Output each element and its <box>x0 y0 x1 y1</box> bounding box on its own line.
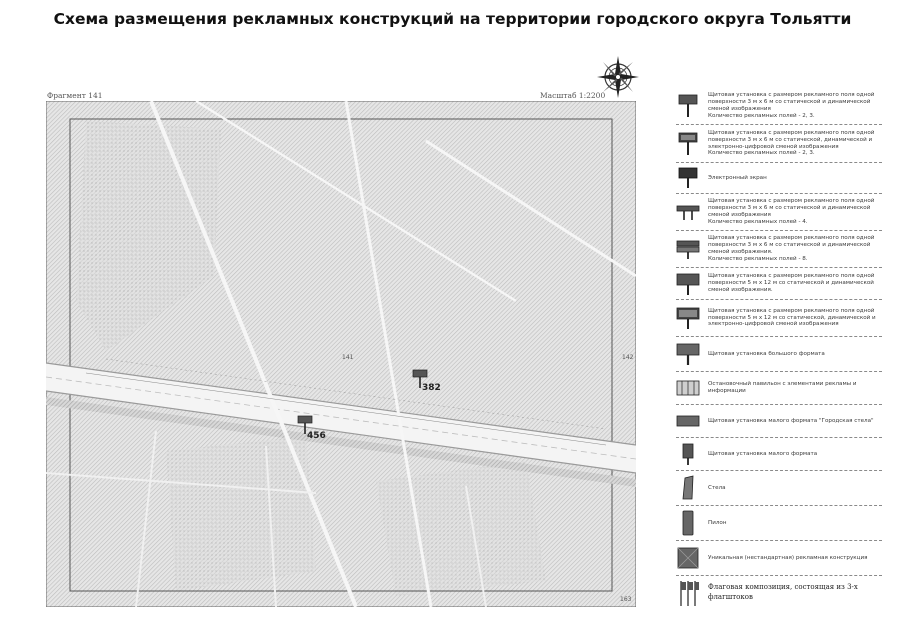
legend-item <box>676 372 882 405</box>
legend-item <box>676 163 882 194</box>
flag-composition-icon <box>676 579 700 607</box>
legend-text: Щитовая установка с размером рекламного поля одной поверхности 3 м х 6 м со статической и динамической сменой изображения Количество рекламных полей - 2, 3. <box>708 92 875 119</box>
legend-item <box>676 576 882 610</box>
small-format-billboard-icon <box>676 442 700 466</box>
legend-text: Щитовая установка большого формата <box>708 350 825 357</box>
legend-text: Щитовая установка с размером рекламного поля одной поверхности 5 м х 12 м со статической, динамической и электронно-цифровой сменой изображения <box>708 307 876 328</box>
legend-text: Стела <box>708 484 726 491</box>
legend-item <box>676 471 882 506</box>
billboard-3x6-electronic-icon <box>676 131 700 157</box>
legend-text: Щитовая установка с размером рекламного поля одной поверхности 5 м х 12 м со статической и динамической сменой изображения. <box>708 273 875 293</box>
city-wall-icon <box>676 414 700 428</box>
legend-text: Флаговая композиция, состоящая из 3-х флагштоков <box>708 583 858 601</box>
bus-stop-pavilion-icon <box>676 379 700 397</box>
legend-item <box>676 300 882 337</box>
legend-item <box>676 506 882 541</box>
electronic-screen-icon <box>676 166 700 190</box>
legend <box>676 88 882 610</box>
legend-text: Щитовая установка с размером рекламного поля одной поверхности 3 м х 6 м со статической и динамической сменой изображения. Количество рекламных полей - 8. <box>708 235 875 262</box>
marker-number: 456 <box>307 431 326 441</box>
legend-item <box>676 231 882 268</box>
legend-item <box>676 438 882 471</box>
billboard-3x6-static-dynamic-icon <box>676 93 700 119</box>
block-area <box>376 461 546 596</box>
billboard-3x6-eight-fields-icon <box>676 238 700 260</box>
legend-item <box>676 125 882 163</box>
page-title: Схема размещения рекламных конструкций на территории городского округа Тольятти <box>53 10 852 28</box>
legend-text: Остановочный павильон с элементами рекламы и информации <box>708 381 857 394</box>
sheet-number: 163 <box>620 596 632 603</box>
stele-icon <box>676 475 700 501</box>
legend-text: Электронный экран <box>708 174 767 181</box>
unique-construction-icon <box>676 546 700 570</box>
block-area <box>166 436 316 591</box>
billboard-3x6-four-fields-icon <box>676 202 700 222</box>
legend-item <box>676 268 882 300</box>
fragment-label: Фрагмент 141 <box>47 91 103 100</box>
legend-text: Уникальная (нестандартная) рекламная конструкция <box>708 554 868 561</box>
legend-text: Пилон <box>708 519 727 526</box>
marker-number: 382 <box>422 383 441 393</box>
pylon-icon <box>676 510 700 536</box>
legend-text: Щитовая установка с размером рекламного поля одной поверхности 3 м х 6 м со статической, динамической и электронно-цифровой сменой изображения Количество рекламных полей - 2, 3. <box>708 129 875 157</box>
legend-item <box>676 337 882 372</box>
legend-item <box>676 88 882 125</box>
legend-text: Щитовая установка малого формата <box>708 450 818 457</box>
legend-item <box>676 194 882 231</box>
sheet-number: 141 <box>342 354 354 361</box>
legend-text: Щитовая установка с размером рекламного поля одной поверхности 3 м х 6 м со статической и динамической сменой изображения Количество рекламных полей - 4. <box>708 198 875 225</box>
billboard-5x12-icon <box>676 272 700 296</box>
map-fragment[interactable] <box>46 101 636 607</box>
billboard-5x12-electronic-icon <box>676 306 700 330</box>
legend-item <box>676 405 882 438</box>
legend-text: Щитовая установка малого формата "Городская стела" <box>708 417 874 424</box>
sheet-number: 142 <box>622 354 634 361</box>
legend-item <box>676 541 882 576</box>
scale-label: Масштаб 1:2200 <box>540 91 606 100</box>
large-format-billboard-icon <box>676 342 700 366</box>
